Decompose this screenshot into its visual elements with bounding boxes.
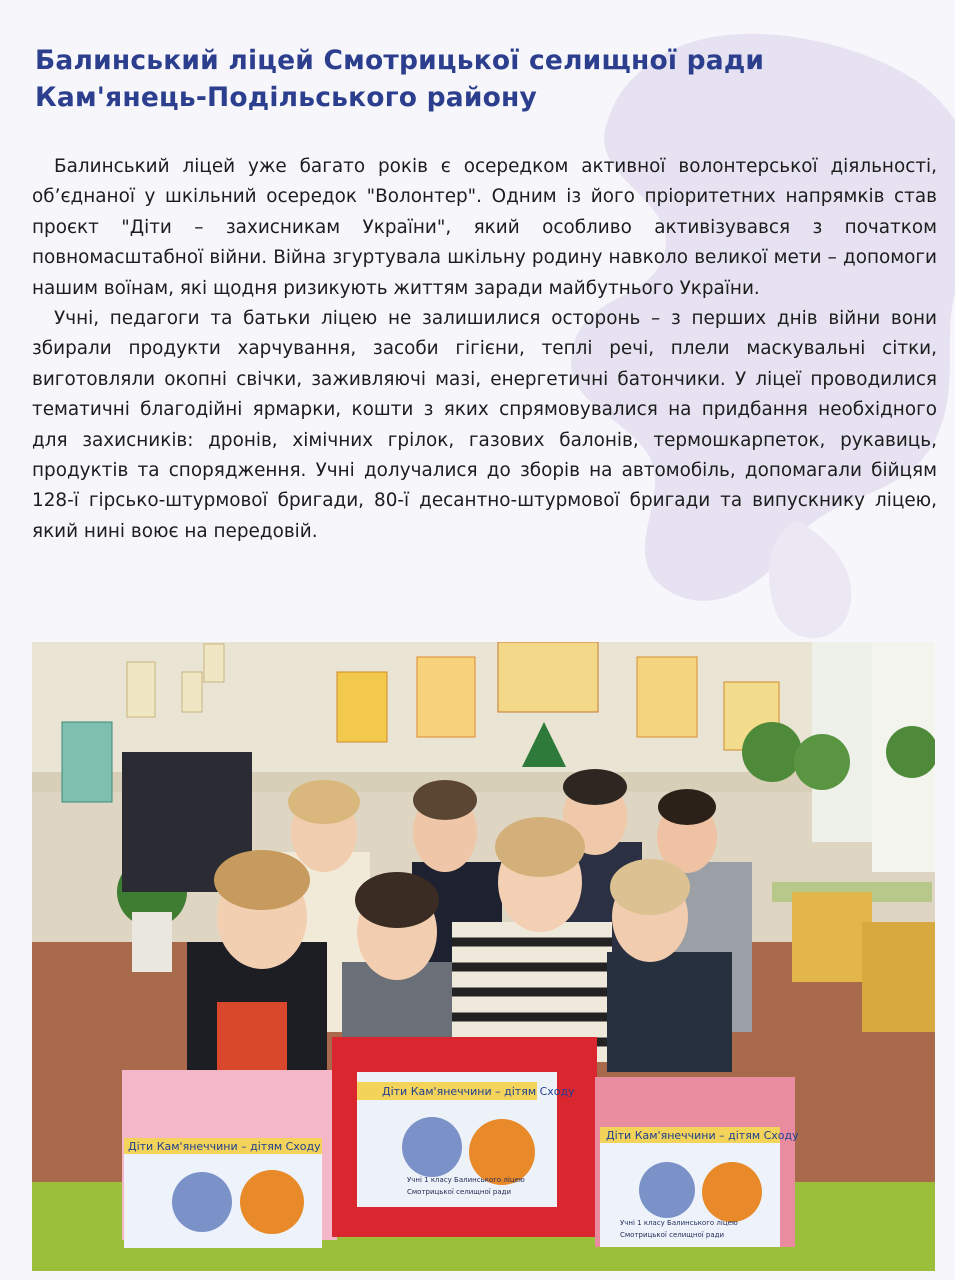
gift-box-center <box>332 1037 597 1237</box>
box-center-label: Діти Кам'янеччини – дітям Сходу <box>382 1085 575 1098</box>
box-center-sub1: Учні 1 класу Балинського ліцею <box>407 1176 525 1184</box>
box-right-sub2: Смотрицької селищної ради <box>620 1231 725 1239</box>
box-right-sub1: Учні 1 класу Балинського ліцею <box>620 1219 738 1227</box>
box-right-label: Діти Кам'янеччини – дітям Сходу <box>606 1129 799 1142</box>
box-center-sub2: Смотрицької селищної ради <box>407 1188 512 1196</box>
class-photo <box>32 642 935 1271</box>
paragraph-2: Учні, педагоги та батьки ліцею не залишилися осторонь – з перших днів війни вони збирали продукти харчування, засоби гігієни, теплі речі, плели маскувальні сітки, виготовляли окопні свічки, заживляючі мазі, енергетичні батончики. У ліцеї проводилися тематичні благодійні ярмарки, кошти з яких спрямовувалися на придбання необхідного для захисників: дронів, хімічних грілок, газових балонів, термошкарпеток, рукавиць, продуктів та спорядження. Учні долучалися до зборів на автомобіль, допомагали бійцям 128-ї гірсько-штурмової бригади, 80-ї десантно-штурмової бригади та випускнику ліцею, який нині воює на передовій. <box>32 308 937 542</box>
box-left-label: Діти Кам'янеччини – дітям Сходу <box>128 1140 321 1153</box>
title-line-1: Балинський ліцей Смотрицької селищної ради <box>35 45 765 76</box>
paragraph-1: Балинський ліцей уже багато років є осередком активної волонтерської діяльності, об’єднаної у шкільний осередок "Волонтер". Одним із його пріоритетних напрямків став проєкт "Діти – захисникам України", який особливо активізувався з початком повномасштабної війни. Війна згуртувала шкільну родину навколо великої мети – допомоги нашим воїнам, які щодня ризикують життям заради майбутнього України. <box>32 156 937 299</box>
title-line-2: Кам'янець-Подільського району <box>35 82 537 113</box>
article-body <box>32 152 937 547</box>
gift-box-left <box>122 1070 337 1248</box>
article-title <box>35 42 915 116</box>
gift-box-right <box>595 1077 799 1247</box>
photo-illustration <box>32 642 935 1271</box>
